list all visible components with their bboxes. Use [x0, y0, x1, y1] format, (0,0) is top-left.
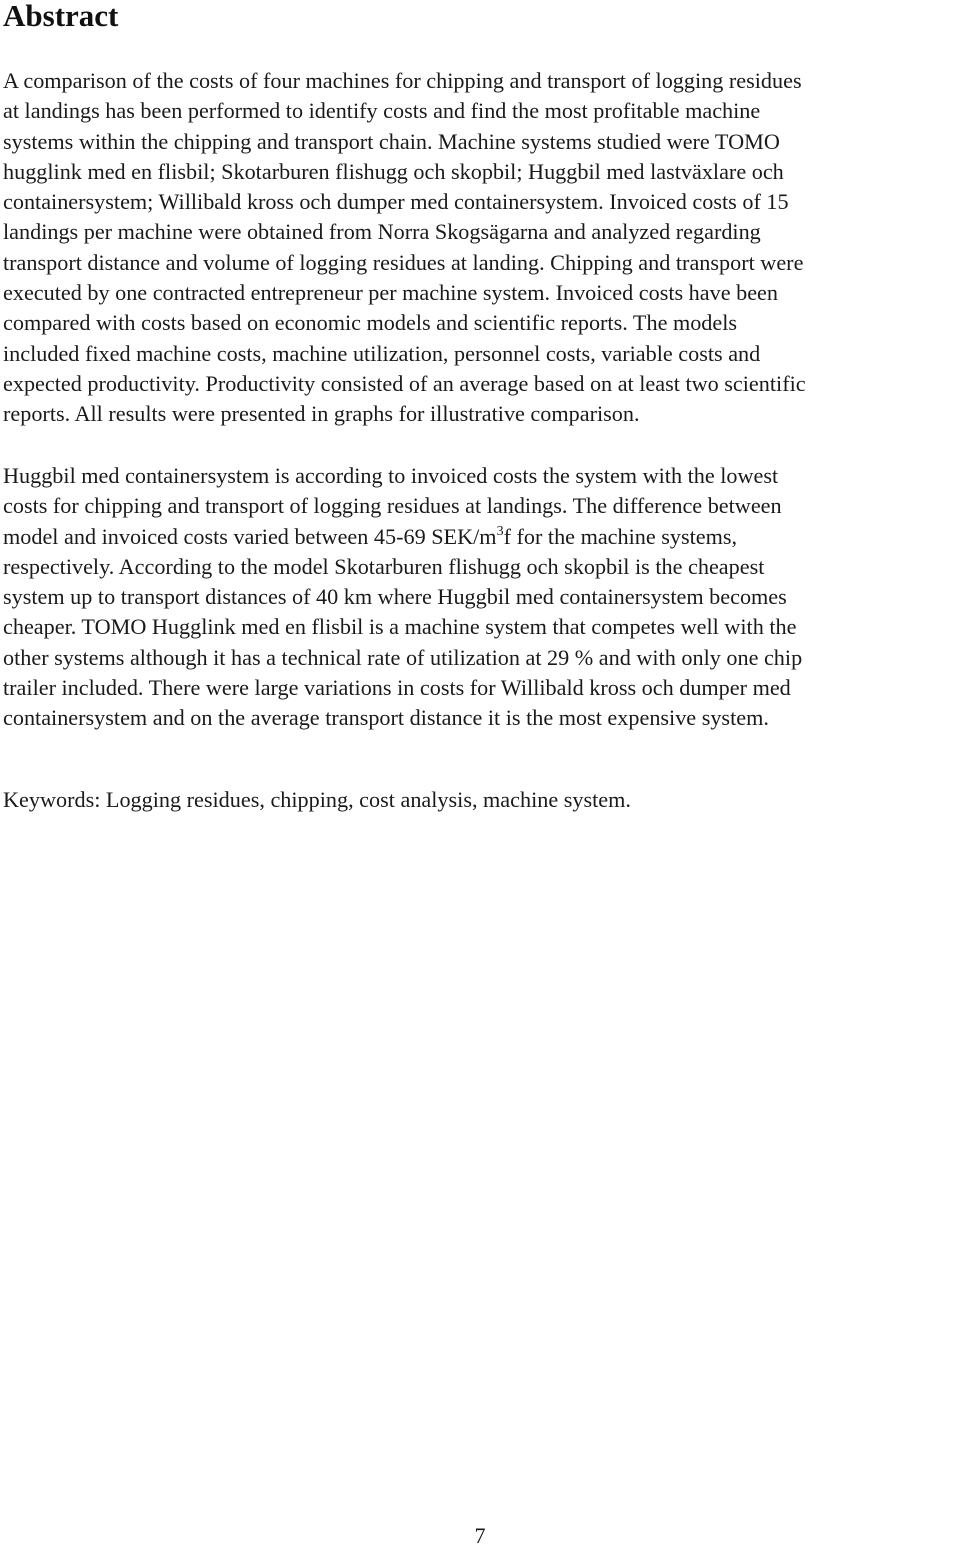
- text-line: expected productivity. Productivity consisted of an average based on at least two scientific: [3, 370, 806, 396]
- text-line: included fixed machine costs, machine utilization, personnel costs, variable costs and: [3, 340, 761, 366]
- text-line: other systems although it has a technical rate of utilization at 29 % and with only one chip: [3, 644, 803, 670]
- text-line: A comparison of the costs of four machines for chipping and transport of logging residues: [3, 68, 802, 93]
- text-line: containersystem and on the average transport distance it is the most expensive system.: [3, 705, 769, 731]
- text-line: costs for chipping and transport of logging residues at landings. The difference between: [3, 493, 782, 519]
- text-line: at landings has been performed to identify costs and find the most profitable machine: [3, 98, 761, 124]
- text-line: hugglink med en flisbil; Skotarburen flishugg och skopbil; Huggbil med lastväxlare och: [3, 158, 784, 184]
- text-line: systems within the chipping and transport chain. Machine systems studied were TOMO: [3, 128, 780, 154]
- text-segment: model and invoiced costs varied between 45-69 SEK/m: [3, 523, 497, 549]
- section-title: Abstract: [3, 0, 119, 33]
- text-line: cheaper. TOMO Hugglink med en flisbil is a machine system that competes well with the: [3, 614, 797, 640]
- text-line: compared with costs based on economic models and scientific reports. The models: [3, 310, 738, 336]
- text-line: trailer included. There were large variations in costs for Willibald kross och dumper med: [3, 675, 791, 701]
- text-line: landings per machine were obtained from Norra Skogsägarna and analyzed regarding: [3, 219, 761, 245]
- page-number: 7: [474, 1523, 486, 1548]
- keywords-line: Keywords: Logging residues, chipping, cost analysis, machine system.: [3, 787, 631, 812]
- text-line: respectively. According to the model Skotarburen flishugg och skopbil is the cheapest: [3, 553, 765, 579]
- text-line-with-superscript: [3, 522, 960, 552]
- text-line: containersystem; Willibald kross och dumper med containersystem. Invoiced costs of 15: [3, 189, 789, 215]
- text-segment: f for the machine systems,: [503, 523, 738, 549]
- text-line: transport distance and volume of logging residues at landing. Chipping and transport were: [3, 249, 804, 275]
- text-line: reports. All results were presented in graphs for illustrative comparison.: [3, 401, 640, 427]
- text-line: executed by one contracted entrepreneur per machine system. Invoiced costs have been: [3, 280, 778, 306]
- superscript-exponent: 3: [496, 523, 504, 539]
- abstract-paragraph-1: [3, 66, 960, 430]
- text-line: Huggbil med containersystem is according to invoiced costs the system with the lowest: [3, 463, 779, 488]
- text-line: system up to transport distances of 40 km where Huggbil med containersystem becomes: [3, 584, 787, 610]
- abstract-paragraph-2: [3, 461, 960, 734]
